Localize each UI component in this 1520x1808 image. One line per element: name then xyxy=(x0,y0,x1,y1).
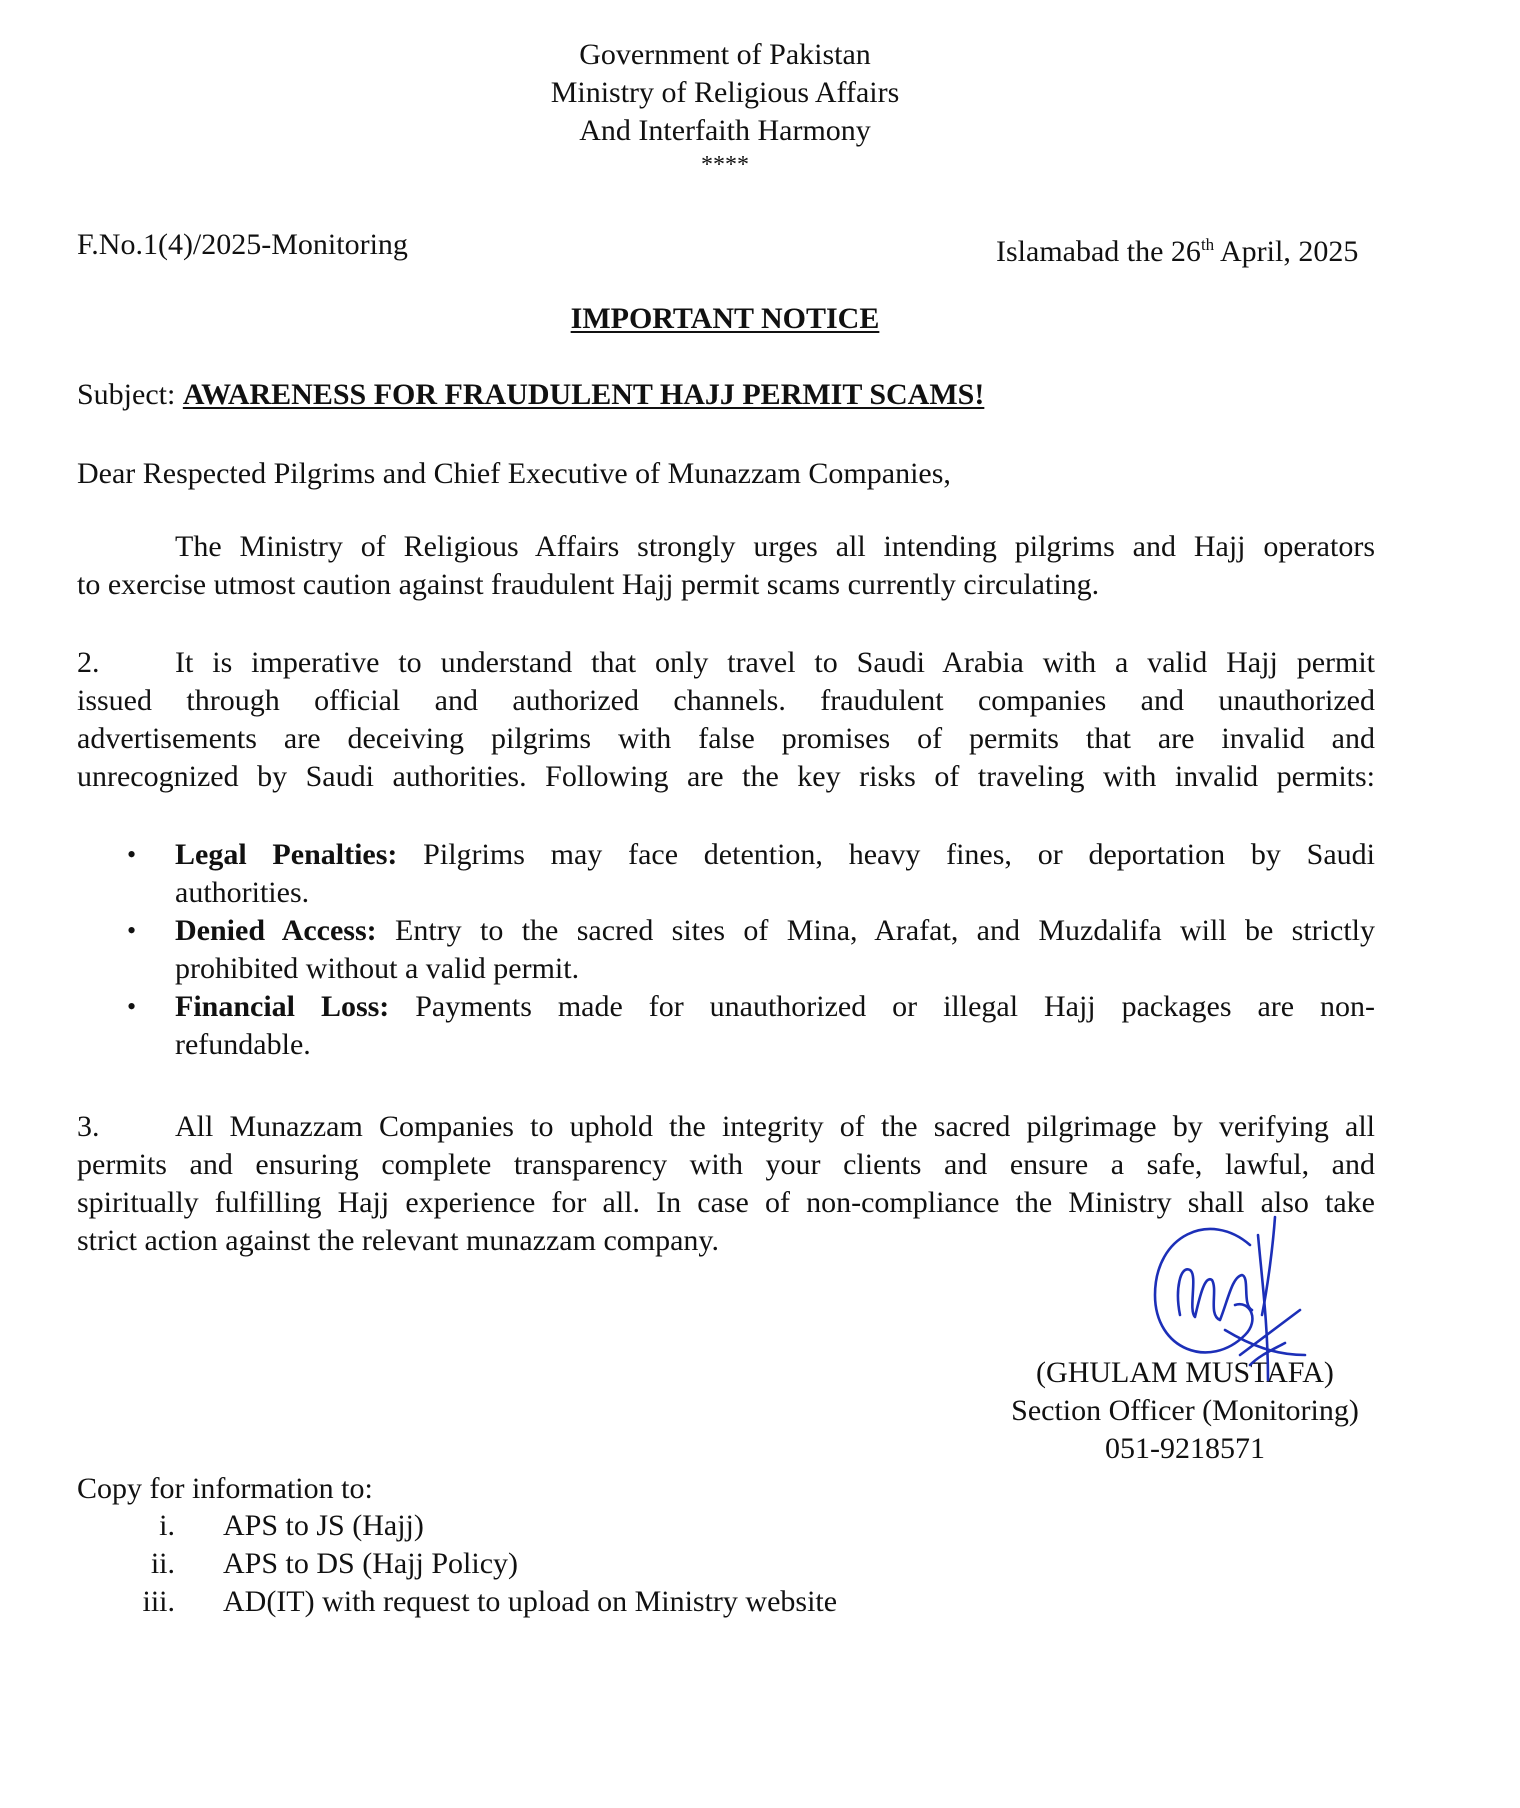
header-line-harmony: And Interfaith Harmony xyxy=(579,114,871,147)
header-stars: **** xyxy=(701,152,749,178)
header-line-government: Government of Pakistan xyxy=(579,38,871,71)
copy-item-text: AD(IT) with request to upload on Ministry website xyxy=(223,1585,838,1618)
bullet-line: refundable. xyxy=(175,1028,311,1061)
bullet-line: Legal Penalties: Pilgrims may face detention, heavy fines, or deportation by Saudi xyxy=(175,838,1375,871)
bullet-symbol: • xyxy=(127,840,137,869)
para3-line: permits and ensuring complete transparency with your clients and ensure a safe, lawful, and xyxy=(77,1148,1375,1181)
para2-line: It is imperative to understand that only travel to Saudi Arabia with a valid Hajj permit xyxy=(175,646,1375,679)
signatory-phone: 051-9218571 xyxy=(1105,1432,1265,1465)
file-number: F.No.1(4)/2025-Monitoring xyxy=(77,228,408,261)
para1-line: The Ministry of Religious Affairs strongly urges all intending pilgrims and Hajj operators xyxy=(175,530,1375,563)
para2-line: advertisements are deceiving pilgrims with false promises of permits that are invalid and xyxy=(77,722,1375,755)
bullet-symbol: • xyxy=(127,916,137,945)
copy-item-text: APS to JS (Hajj) xyxy=(223,1509,424,1542)
para3-line: spiritually fulfilling Hajj experience for all. In case of non-compliance the Ministry shall also take xyxy=(77,1186,1375,1219)
bullet-line: authorities. xyxy=(175,876,310,909)
bullet-line: Financial Loss: Payments made for unauthorized or illegal Hajj packages are non- xyxy=(175,990,1375,1023)
subject-line xyxy=(77,376,984,414)
subject-text: AWARENESS FOR FRAUDULENT HAJJ PERMIT SCAMS! xyxy=(182,378,985,411)
notice-title: IMPORTANT NOTICE xyxy=(570,302,880,335)
handwritten-signature xyxy=(1150,1205,1310,1385)
para3-number: 3. xyxy=(77,1110,100,1143)
para2-number: 2. xyxy=(77,646,100,679)
signature-strokes xyxy=(1155,1217,1305,1380)
issue-date: Islamabad the 26th April, 2025 xyxy=(996,235,1359,268)
para3-line: strict action against the relevant munazzam company. xyxy=(77,1224,719,1257)
bullet-line: Denied Access: Entry to the sacred sites of Mina, Arafat, and Muzdalifa will be strictly xyxy=(175,914,1375,947)
bullet-symbol: • xyxy=(127,992,137,1021)
para2-line: unrecognized by Saudi authorities. Following are the key risks of traveling with invalid permits: xyxy=(77,760,1375,793)
para2-line: issued through official and authorized channels. fraudulent companies and unauthorized xyxy=(77,684,1375,717)
salutation: Dear Respected Pilgrims and Chief Executive of Munazzam Companies, xyxy=(77,457,951,490)
bullet-line: prohibited without a valid permit. xyxy=(175,952,580,985)
copy-item-number: i. xyxy=(159,1509,175,1542)
para1-line: to exercise utmost caution against fraudulent Hajj permit scams currently circulating. xyxy=(77,568,1100,601)
subject-label: Subject: xyxy=(77,378,183,411)
copy-item-number: iii. xyxy=(142,1585,175,1618)
para3-line: All Munazzam Companies to uphold the integrity of the sacred pilgrimage by verifying all xyxy=(175,1110,1375,1143)
copy-heading: Copy for information to: xyxy=(77,1472,373,1505)
copy-item-number: ii. xyxy=(150,1547,175,1580)
header-line-ministry: Ministry of Religious Affairs xyxy=(550,76,900,109)
signatory-designation: Section Officer (Monitoring) xyxy=(1011,1394,1359,1427)
copy-item-text: APS to DS (Hajj Policy) xyxy=(223,1547,519,1580)
signatory-name: (GHULAM MUSTAFA) xyxy=(1036,1356,1334,1389)
